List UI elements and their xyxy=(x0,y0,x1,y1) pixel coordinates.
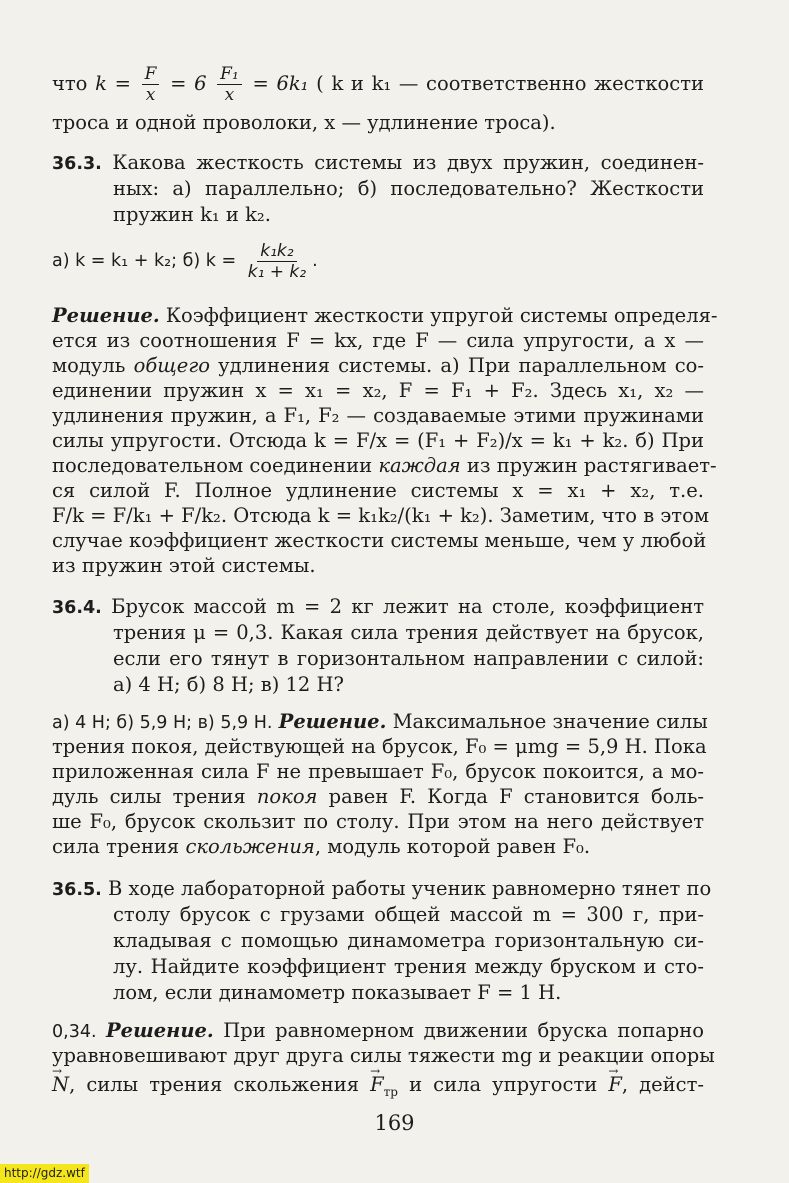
solution-line: из пружин этой системы. xyxy=(52,554,316,577)
problem-36-4-line: трения μ = 0,3. Какая сила трения действует на брусок, xyxy=(113,621,704,644)
solution-line: последовательном соединении каждая из пружин растягивает- xyxy=(52,454,717,477)
answer-36-4: а) 4 Н; б) 5,9 Н; в) 5,9 Н. xyxy=(52,713,273,733)
solution-line: единении пружин x = x₁ = x₂, F = F₁ + F₂. Здесь x₁, x₂ — xyxy=(52,379,704,402)
answer-36-3: а) k = k₁ + k₂; б) k = $\frac{\text{k₁k₂}}{\text{k₁ + k₂}}$ . xyxy=(52,240,318,282)
solution-line: → N, силы трения скольжения → $F_{тр}$ и сила упругости → F, дейст- xyxy=(52,1068,704,1109)
watermark-link[interactable]: http://gdz.wtf xyxy=(0,1164,89,1183)
solution-line: уравновешивают друг друга силы тяжести mg и реакции опоры xyxy=(52,1044,715,1067)
problem-36-3-line: пружин k₁ и k₂. xyxy=(113,203,271,226)
fraction-f-x: $\frac{F}{x}$ xyxy=(142,64,160,105)
problem-36-5-line: кладывая с помощью динамометра горизонтальную си- xyxy=(113,929,704,952)
solution-36-5-line: 0,34. Решение. При равномерном движении бруска попарно xyxy=(52,1019,704,1042)
solution-line: дуль силы трения покоя равен F. Когда F становится боль- xyxy=(52,785,705,808)
solution-label: Решение. xyxy=(106,1019,214,1042)
solution-line: ше F₀, брусок скользит по столу. При этом на него действует xyxy=(52,810,704,833)
solution-line: силы упругости. Отсюда k = F/x = (F₁ + F₂)/x = k₁ + k₂. б) При xyxy=(52,429,704,452)
problem-36-3-line: 36.3. Какова жесткость системы из двух пружин, соединен- xyxy=(52,151,704,174)
vector-f-tr: → F xyxy=(370,1068,384,1102)
problem-number: 36.5. xyxy=(52,880,102,900)
formula-line: что k = $\frac{F}{x}$ = 6 $\frac{\text{F₁}}{x}$ = 6k₁ ( k и k₁ — соответственно жесткости xyxy=(52,64,704,105)
solution-line: модуль общего удлинения системы. а) При параллельном со- xyxy=(52,354,704,377)
problem-36-4-line: 36.4. Брусок массой m = 2 кг лежит на столе, коэффициент xyxy=(52,595,704,618)
problem-number: 36.3. xyxy=(52,154,102,174)
answer-36-5: 0,34. xyxy=(52,1022,97,1042)
solution-line: трения покоя, действующей на брусок, F₀ = μmg = 5,9 Н. Пока xyxy=(52,735,707,758)
problem-36-5-line: столу брусок с грузами общей массой m = 300 г, при- xyxy=(113,903,704,926)
solution-line: удлинения пружин, а F₁, F₂ — создаваемые этими пружинами xyxy=(52,404,704,427)
solution-line: приложенная сила F не превышает F₀, брусок покоится, а мо- xyxy=(52,760,704,783)
solution-line: случае коэффициент жесткости системы меньше, чем у любой xyxy=(52,529,707,552)
problem-36-5-line: лу. Найдите коэффициент трения между бруском и сто- xyxy=(113,955,704,978)
text-line: троса и одной проволоки, x — удлинение троса). xyxy=(52,111,556,134)
fraction-k1k2: $\frac{\text{k₁k₂}}{\text{k₁ + k₂}}$ xyxy=(247,240,307,282)
solution-line: ся силой F. Полное удлинение системы x = x₁ + x₂, т.е. xyxy=(52,479,704,502)
solution-label: Решение. xyxy=(52,304,160,327)
solution-line: F/k = F/k₁ + F/k₂. Отсюда k = k₁k₂/(k₁ + k₂). Заметим, что в этом xyxy=(52,504,710,527)
problem-36-3-line: ных: а) параллельно; б) последовательно? Жесткости xyxy=(113,177,704,200)
problem-36-4-line: если его тянут в горизонтальном направлении с силой: xyxy=(113,647,704,670)
fraction-f1-x: $\frac{\text{F₁}}{x}$ xyxy=(217,64,242,105)
problem-36-5-line: 36.5. В ходе лабораторной работы ученик равномерно тянет по xyxy=(52,877,712,900)
vector-n: → N xyxy=(52,1068,69,1102)
problem-36-5-line: лом, если динамометр показывает F = 1 Н. xyxy=(113,981,562,1004)
solution-36-4-line: а) 4 Н; б) 5,9 Н; в) 5,9 Н. Решение. Максимальное значение силы xyxy=(52,710,708,733)
vector-f: → F xyxy=(608,1068,622,1102)
solution-line: сила трения скольжения, модуль которой равен F₀. xyxy=(52,835,591,858)
problem-number: 36.4. xyxy=(52,598,102,618)
solution-line: ется из соотношения F = kx, где F — сила упругости, а x — xyxy=(52,329,704,352)
page-number: 169 xyxy=(374,1111,415,1135)
solution-label: Решение. xyxy=(278,710,387,733)
problem-36-4-line: а) 4 Н; б) 8 Н; в) 12 Н? xyxy=(113,673,344,696)
solution-36-3-line: Решение. Коэффициент жесткости упругой системы определя- xyxy=(52,304,718,327)
